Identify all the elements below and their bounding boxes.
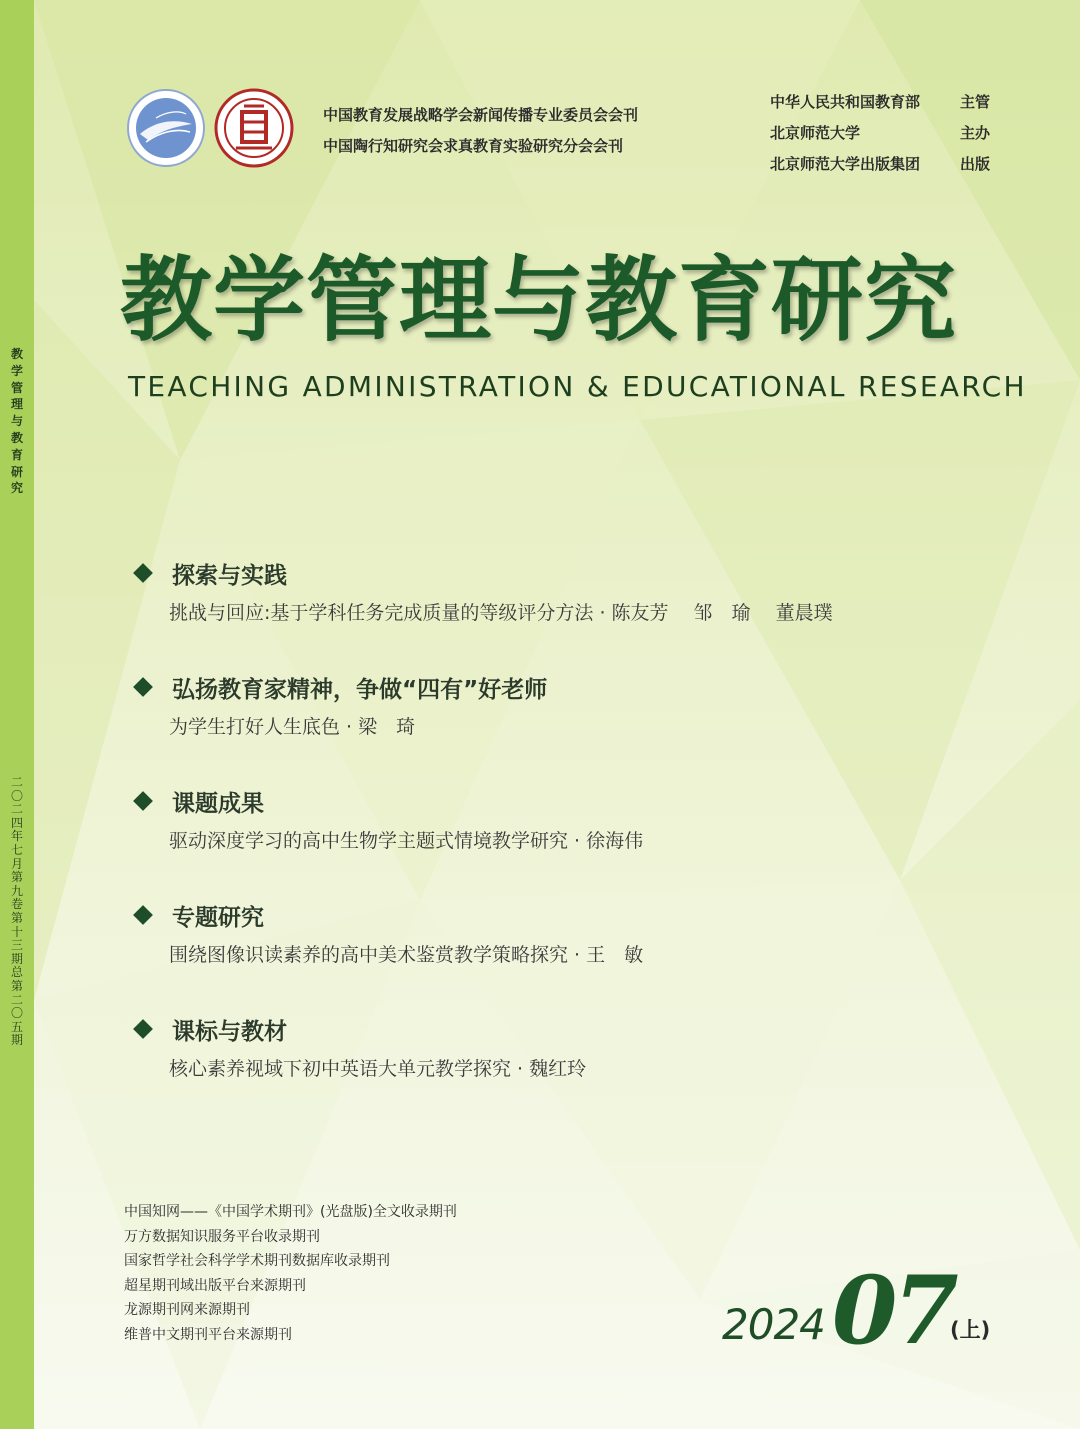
toc-article: 为学生打好人生底色 · 梁 琦 [169,716,416,738]
affiliation-2: 中国陶行知研究会求真教育实验研究分会会刊 [323,137,624,155]
journal-title-english: TEACHING ADMINISTRATION & EDUCATIONAL RESEARCH [128,370,1027,403]
toc-item [132,898,932,1012]
sponsor-name: 中华人民共和国教育部 [770,93,921,111]
issue-year: 2024 [722,1300,825,1349]
sponsor-row [770,117,990,148]
spine [0,0,34,1429]
toc-section-title: 课标与教材 [172,1018,287,1045]
seal-emblem-icon [214,88,294,168]
issue-number: 07 [832,1256,955,1366]
indexing-item: 维普中文期刊平台来源期刊 [124,1326,292,1343]
diamond-bullet-icon [133,905,153,925]
spine-issue-info: 二〇二四年七月 第九卷 第十三期 总第二〇五期 [10,775,23,1048]
toc-item [132,670,932,784]
sponsor-role: 主管 [960,93,991,111]
toc-article: 挑战与回应:基于学科任务完成质量的等级评分方法 · 陈友芳 邹 瑜 董晨璞 [169,602,833,624]
sponsor-list [770,86,990,179]
spine-title: 教学管理与教育研究 [10,347,23,496]
diamond-bullet-icon [133,563,153,583]
indexing-item: 中国知网——《中国学术期刊》(光盘版)全文收录期刊 [124,1204,457,1220]
indexing-item: 超星期刊域出版平台来源期刊 [124,1277,306,1294]
indexing-item: 国家哲学社会科学学术期刊数据库收录期刊 [124,1253,390,1269]
toc-section-title: 课题成果 [172,790,264,817]
toc-item [132,784,932,898]
sponsor-role: 主办 [960,124,991,142]
toc-item [132,1012,932,1126]
sponsor-name: 北京师范大学出版集团 [770,155,921,173]
sponsor-row [770,86,990,117]
toc-section-title: 专题研究 [172,904,264,931]
indexing-item: 万方数据知识服务平台收录期刊 [124,1228,320,1245]
association-emblem-icon [126,88,206,168]
journal-title: 教学管理与教育研究 [120,246,958,354]
diamond-bullet-icon [133,791,153,811]
toc-article: 核心素养视域下初中英语大单元教学探究 · 魏红玲 [169,1058,587,1080]
diamond-bullet-icon [133,1019,153,1039]
affiliation-1: 中国教育发展战略学会新闻传播专业委员会会刊 [323,106,639,124]
diamond-bullet-icon [133,677,153,697]
toc-article: 围绕图像识读素养的高中美术鉴赏教学策略探究 · 王 敏 [169,944,644,966]
table-of-contents [132,556,932,1126]
toc-section-title: 探索与实践 [172,562,287,589]
indexing-item: 龙源期刊网来源期刊 [124,1302,250,1318]
toc-section-title: 弘扬教育家精神，争做“四有”好老师 [172,676,548,703]
toc-item [132,556,932,670]
issue-half: (上) [950,1318,991,1342]
sponsor-name: 北京师范大学 [770,124,861,142]
indexing-list [124,1200,457,1347]
toc-article: 驱动深度学习的高中生物学主题式情境教学研究 · 徐海伟 [169,830,644,852]
sponsor-role: 出版 [960,155,991,173]
sponsor-row [770,148,990,179]
